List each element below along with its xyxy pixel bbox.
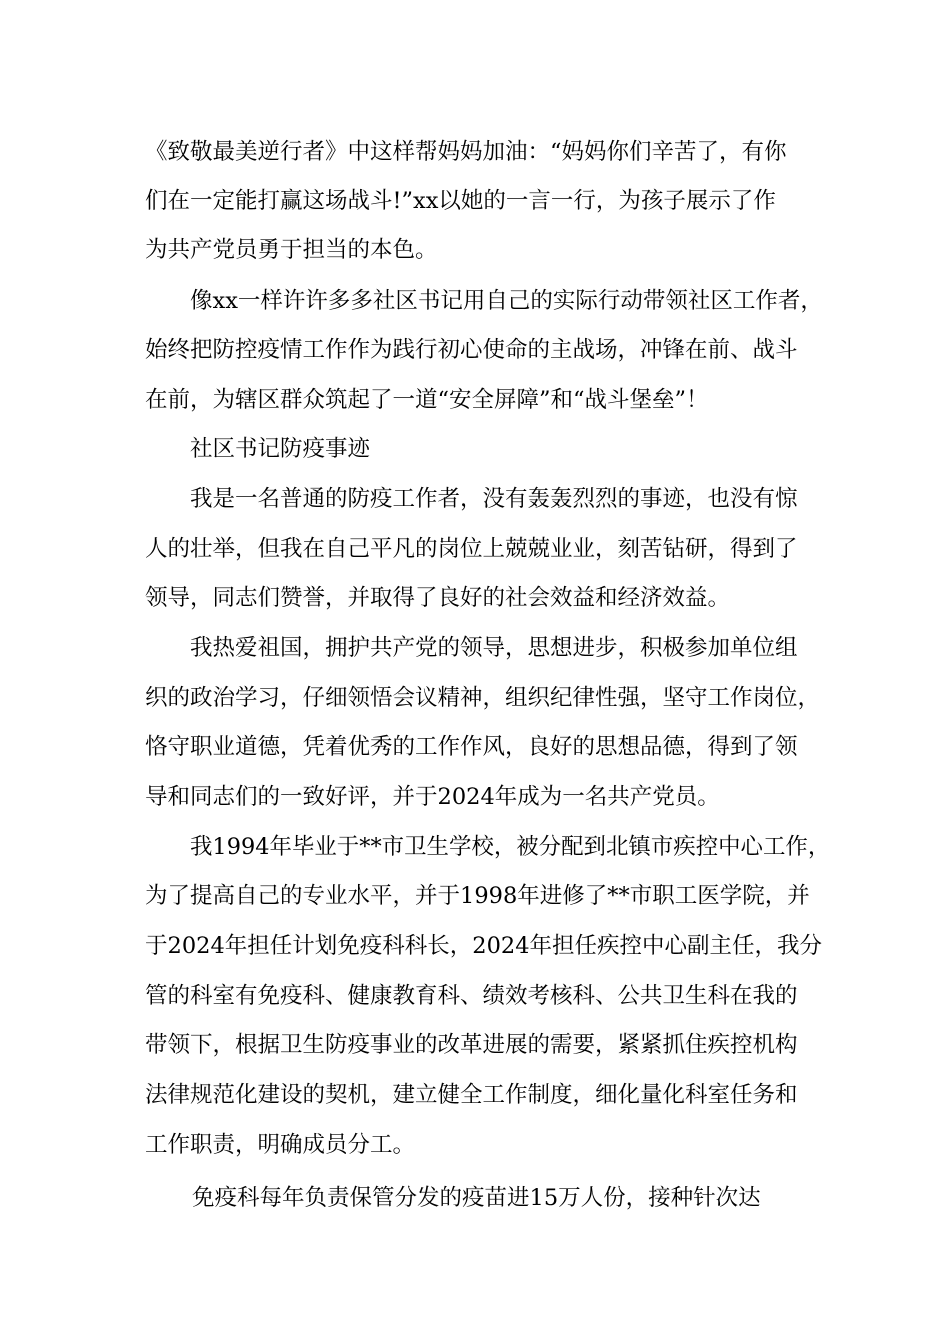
text-line: 织的政治学习，仔细领悟会议精神，组织纪律性强，坚守工作岗位， — [145, 685, 821, 711]
text-line: 始终把防控疫情工作作为践行初心使命的主战场，冲锋在前、战斗 — [145, 337, 798, 363]
text-line: 恪守职业道德，凭着优秀的工作作风，良好的思想品德，得到了领 — [145, 734, 798, 760]
text-line: 我是一名普通的防疫工作者，没有轰轰烈烈的事迹，也没有惊 — [190, 486, 798, 512]
text-line: 工作职责，明确成员分工。 — [145, 1132, 416, 1158]
text-line: 为了提高自己的专业水平，并于1998年进修了**市职工医学院，并 — [145, 883, 810, 909]
text-line: 法律规范化建设的契机，建立健全工作制度，细化量化科室任务和 — [145, 1082, 798, 1108]
text-line: 于2024年担任计划免疫科科长，2024年担任疾控中心副主任，我分 — [145, 933, 823, 959]
text-line: 在前，为辖区群众筑起了一道“安全屏障”和“战斗堡垒”！ — [145, 387, 709, 413]
text-line: 管的科室有免疫科、健康教育科、绩效考核科、公共卫生科在我的 — [145, 983, 798, 1009]
text-line: 《致敬最美逆行者》中这样帮妈妈加油：“妈妈你们辛苦了，有你 — [145, 139, 787, 165]
section-heading: 社区书记防疫事迹 — [190, 436, 371, 462]
text-line: 人的壮举，但我在自己平凡的岗位上兢兢业业，刻苦钻研，得到了 — [145, 536, 798, 562]
text-line: 们在一定能打赢这场战斗!”xx以她的一言一行，为孩子展示了作 — [145, 188, 776, 214]
text-line: 领导，同志们赞誉，并取得了良好的社会效益和经济效益。 — [145, 585, 731, 611]
text-line: 我热爱祖国，拥护共产党的领导，思想进步，积极参加单位组 — [190, 635, 798, 661]
text-line: 像xx一样许许多多社区书记用自己的实际行动带领社区工作者， — [190, 288, 823, 314]
text-line: 免疫科每年负责保管分发的疫苗进15万人份，接种针次达 — [192, 1185, 761, 1211]
text-line: 我1994年毕业于**市卫生学校，被分配到北镇市疾控中心工作， — [190, 834, 831, 860]
text-line: 导和同志们的一致好评，并于2024年成为一名共产党员。 — [145, 784, 720, 810]
text-line: 带领下，根据卫生防疫事业的改革进展的需要，紧紧抓住疾控机构 — [145, 1032, 798, 1058]
text-line: 为共产党员勇于担当的本色。 — [145, 237, 438, 263]
